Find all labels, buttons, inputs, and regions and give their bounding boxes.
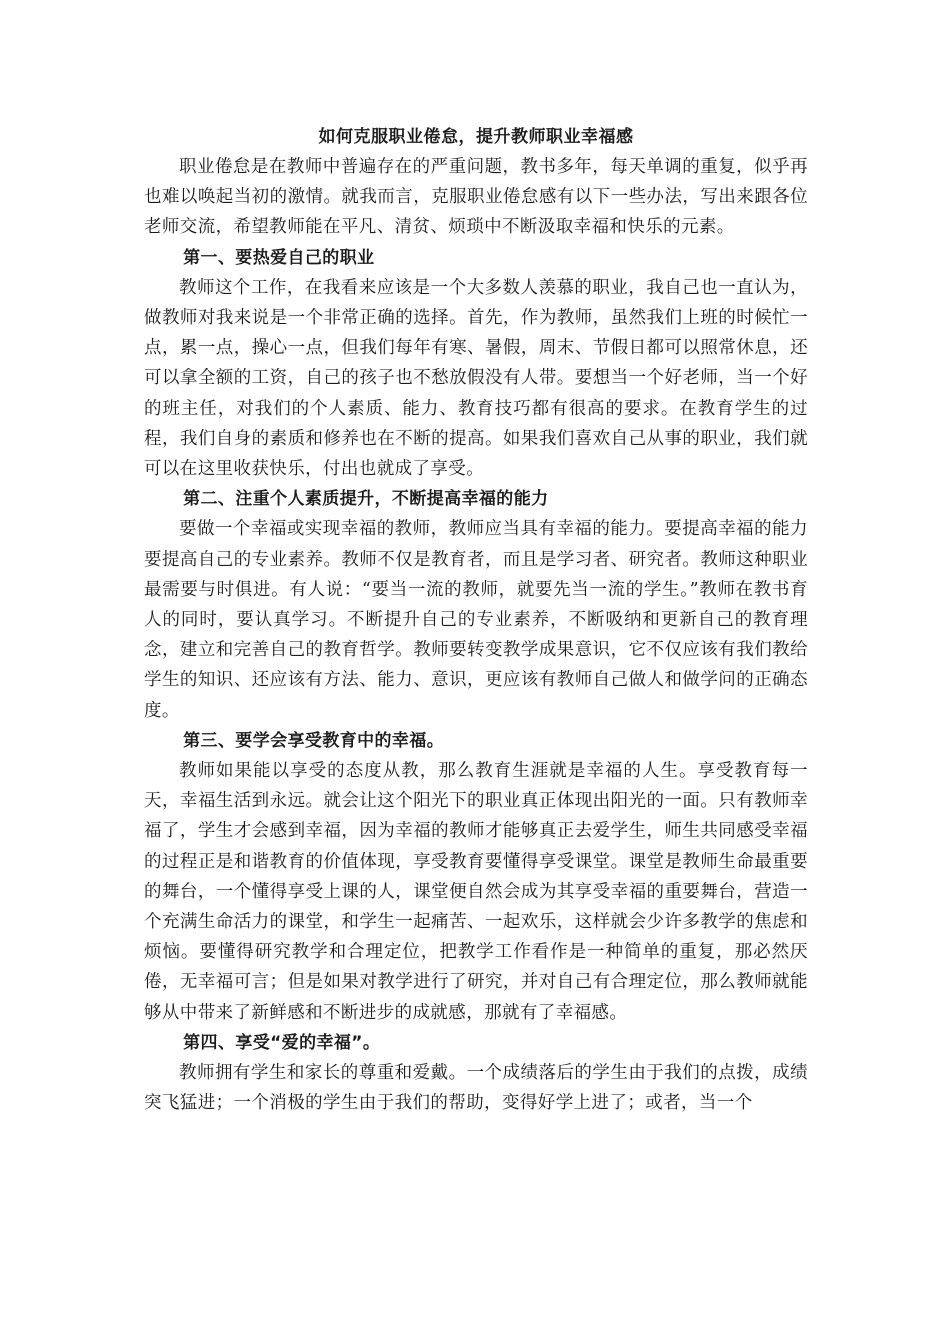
section-3-body: 教师如果能以享受的态度从教，那么教育生涯就是幸福的人生。享受教育每一天，幸福生活到永远。就会让这个阳光下的职业真正体现出阳光的一面。只有教师幸福了，学生才会感到幸福，因为幸福的教师才能够真正去爱学生，师生共同感受幸福的过程正是和谐教育的价值体现，享受教育要懂得享受课堂。课堂是教师生命最重要的舞台，一个懂得享受上课的人，课堂便自然会成为其享受幸福的重要舞台，营造一个充满生命活力的课堂，和学生一起痛苦、一起欢乐，这样就会少许多教学的焦虑和烦恼。要懂得研究教学和合理定位，把教学工作看作是一种简单的重复，那必然厌倦，无幸福可言；但是如果对教学进行了研究，并对自己有合理定位，那么教师就能够从中带来了新鲜感和不断进步的成就感，那就有了幸福感。 (144, 761, 808, 1023)
document-page (144, 122, 808, 1119)
document-title: 如何克服职业倦怠，提升教师职业幸福感 (318, 127, 634, 147)
intro-paragraph: 职业倦怠是在教师中普遍存在的严重问题，教书多年，每天单调的重复，似乎再也难以唤起当初的激情。就我而言，克服职业倦怠感有以下一些办法，写出来跟各位老师交流，希望教师能在平凡、清贫、烦琐中不断汲取幸福和快乐的元素。 (144, 157, 808, 238)
section-1-body: 教师这个工作，在我看来应该是一个大多数人羡慕的职业，我自己也一直认为，做教师对我来说是一个非常正确的选择。首先，作为教师，虽然我们上班的时候忙一点，累一点，操心一点，但我们每年有寒、暑假，周末、节假日都可以照常休息，还可以拿全额的工资，自己的孩子也不愁放假没有人带。要想当一个好老师，当一个好的班主任，对我们的个人素质、能力、教育技巧都有很高的要求。在教育学生的过程，我们自身的素质和修养也在不断的提高。如果我们喜欢自己从事的职业，我们就可以在这里收获快乐，付出也就成了享受。 (144, 277, 808, 480)
section-2-body: 要做一个幸福或实现幸福的教师，教师应当具有幸福的能力。要提高幸福的能力要提高自己的专业素养。教师不仅是教育者，而且是学习者、研究者。教师这种职业最需要与时俱进。有人说：“要当一流的教师，就要先当一流的学生。”教师在教书育人的同时，要认真学习。不断提升自己的专业素养，不断吸纳和更新自己的教育理念，建立和完善自己的教育哲学。教师要转变教学成果意识，它不仅应该有我们教给学生的知识、还应该有方法、能力、意识，更应该有教师自己做人和做学问的正确态度。 (144, 519, 808, 721)
section-4-heading: 第四、享受“爱的幸福”。 (183, 1032, 381, 1053)
section-1-heading: 第一、要热爱自己的职业 (183, 247, 375, 268)
section-2-heading: 第二、注重个人素质提升，不断提高幸福的能力 (183, 489, 549, 510)
section-3-heading: 第三、要学会享受教育中的幸福。 (183, 730, 445, 751)
section-4-body: 教师拥有学生和家长的尊重和爱戴。一个成绩落后的学生由于我们的点拨，成绩突飞猛进；一个消极的学生由于我们的帮助，变得好学上进了；或者，当一个 (144, 1063, 808, 1114)
